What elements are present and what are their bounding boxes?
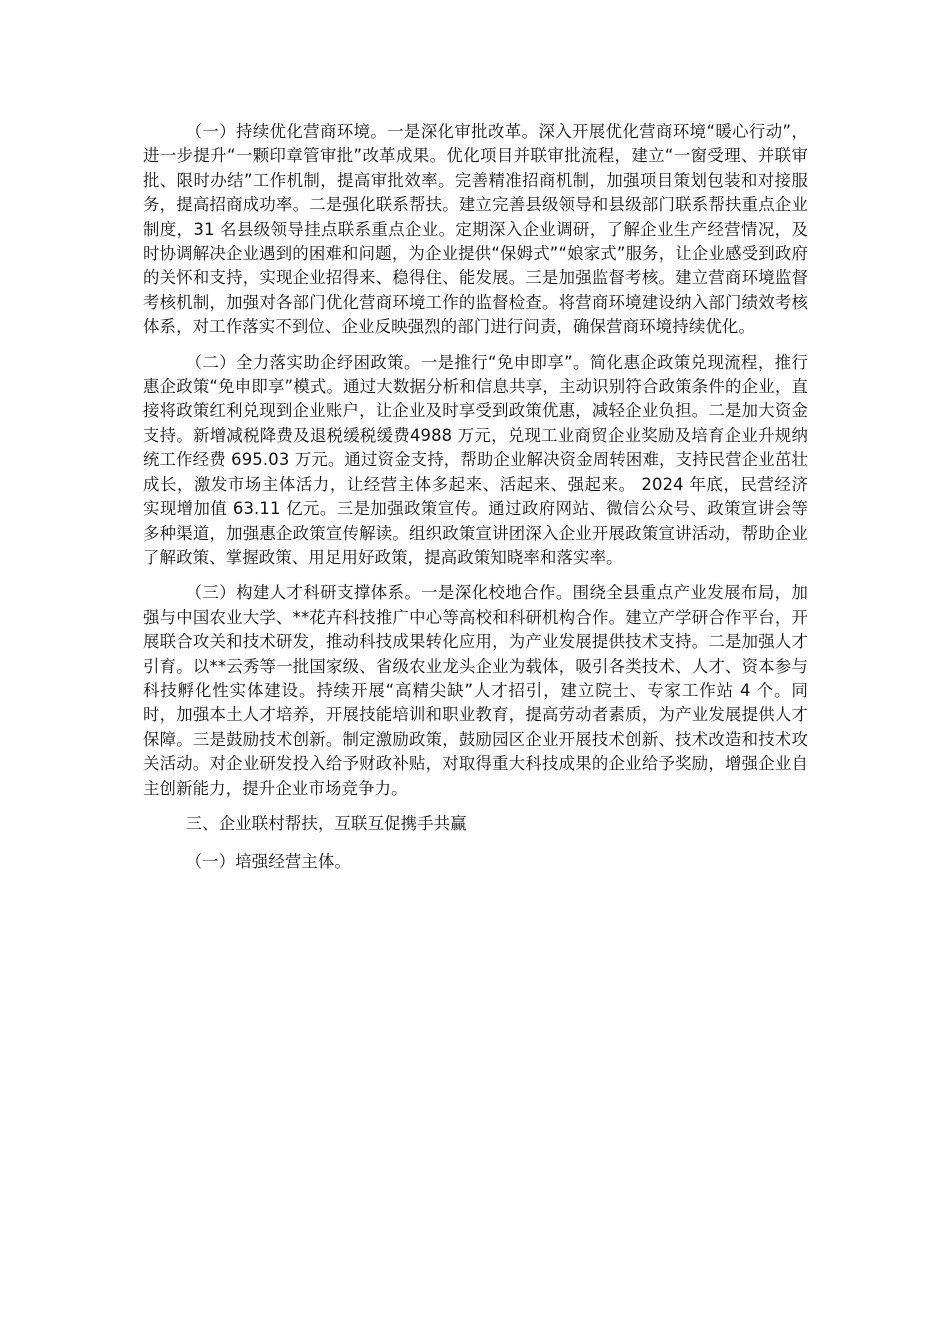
paragraph-relief-policies: （二）全力落实助企纾困政策。一是推行“免申即享”。简化惠企政策兑现流程，推行惠企政策“免申即享”模式。通过大数据分析和信息共享，主动识别符合政策条件的企业，直接将政策红利兑现到企业账户，让企业及时享受到政策优惠，减轻企业负担。二是加大资金支持。新增减税降费及退税缓税缓费4988 万元，兑现工业商贸企业奖励及培育企业升规纳统工作经费 695.03 万元。通过资金支持，帮助企业解决资金周转困难，支持民营企业茁壮成长，激发市场主体活力，让经营主体多起来、活起来、强起来。 2024 年底，民营经济实现增加值 63.11 亿元。三是加强政策宣传。通过政府网站、微信公众号、政策宣讲会等多种渠道，加强惠企政策宣传解读。组织政策宣讲团深入企业开展政策宣讲活动，帮助企业了解政策、掌握政策、用足用好政策，提高政策知晓率和落实率。 (143, 352, 808, 567)
document-page (143, 120, 808, 889)
paragraph-talent-research: （三）构建人才科研支撑体系。一是深化校地合作。围绕全县重点产业发展布局，加强与中国农业大学、**花卉科技推广中心等高校和科研机构合作。建立产学研合作平台，开展联合攻关和技术研发，推动科技成果转化应用，为产业发展提供技术支持。二是加强人才引育。以**云秀等一批国家级、省级农业龙头企业为载体，吸引各类技术、人才、资本参与科技孵化性实体建设。持续开展“高精尖缺”人才招引，建立院士、专家工作站 4 个。同时，加强本土人才培养，开展技能培训和职业教育，提高劳动者素质，为产业发展提供人才保障。三是鼓励技术创新。制定激励政策，鼓励园区企业开展技术创新、技术改造和技术攻关活动。对企业研发投入给予财政补贴，对取得重大科技成果的企业给予奖励，增强企业自主创新能力，提升企业市场竞争力。 (143, 583, 808, 798)
sub-heading: （一）培强经营主体。 (185, 852, 352, 872)
paragraph-business-environment: （一）持续优化营商环境。一是深化审批改革。深入开展优化营商环境“暖心行动”，进一步提升“一颗印章管审批”改革成果。优化项目并联审批流程，建立“一窗受理、并联审批、限时办结”工作机制，提高审批效率。完善精准招商机制，加强项目策划包装和对接服务，提高招商成功率。二是强化联系帮扶。建立完善县级领导和县级部门联系帮扶重点企业制度，31 名县级领导挂点联系重点企业。定期深入企业调研，了解企业生产经营情况，及时协调解决企业遇到的困难和问题，为企业提供“保姆式”“娘家式”服务，让企业感受到政府的关怀和支持，实现企业招得来、稳得住、能发展。三是加强监督考核。建立营商环境监督考核机制，加强对各部门优化营商环境工作的监督检查。将营商环境建设纳入部门绩效考核体系，对工作落实不到位、企业反映强烈的部门进行问责，确保营商环境持续优化。 (143, 122, 808, 337)
section-heading: 三、企业联村帮扶，互联互促携手共赢 (185, 813, 467, 833)
